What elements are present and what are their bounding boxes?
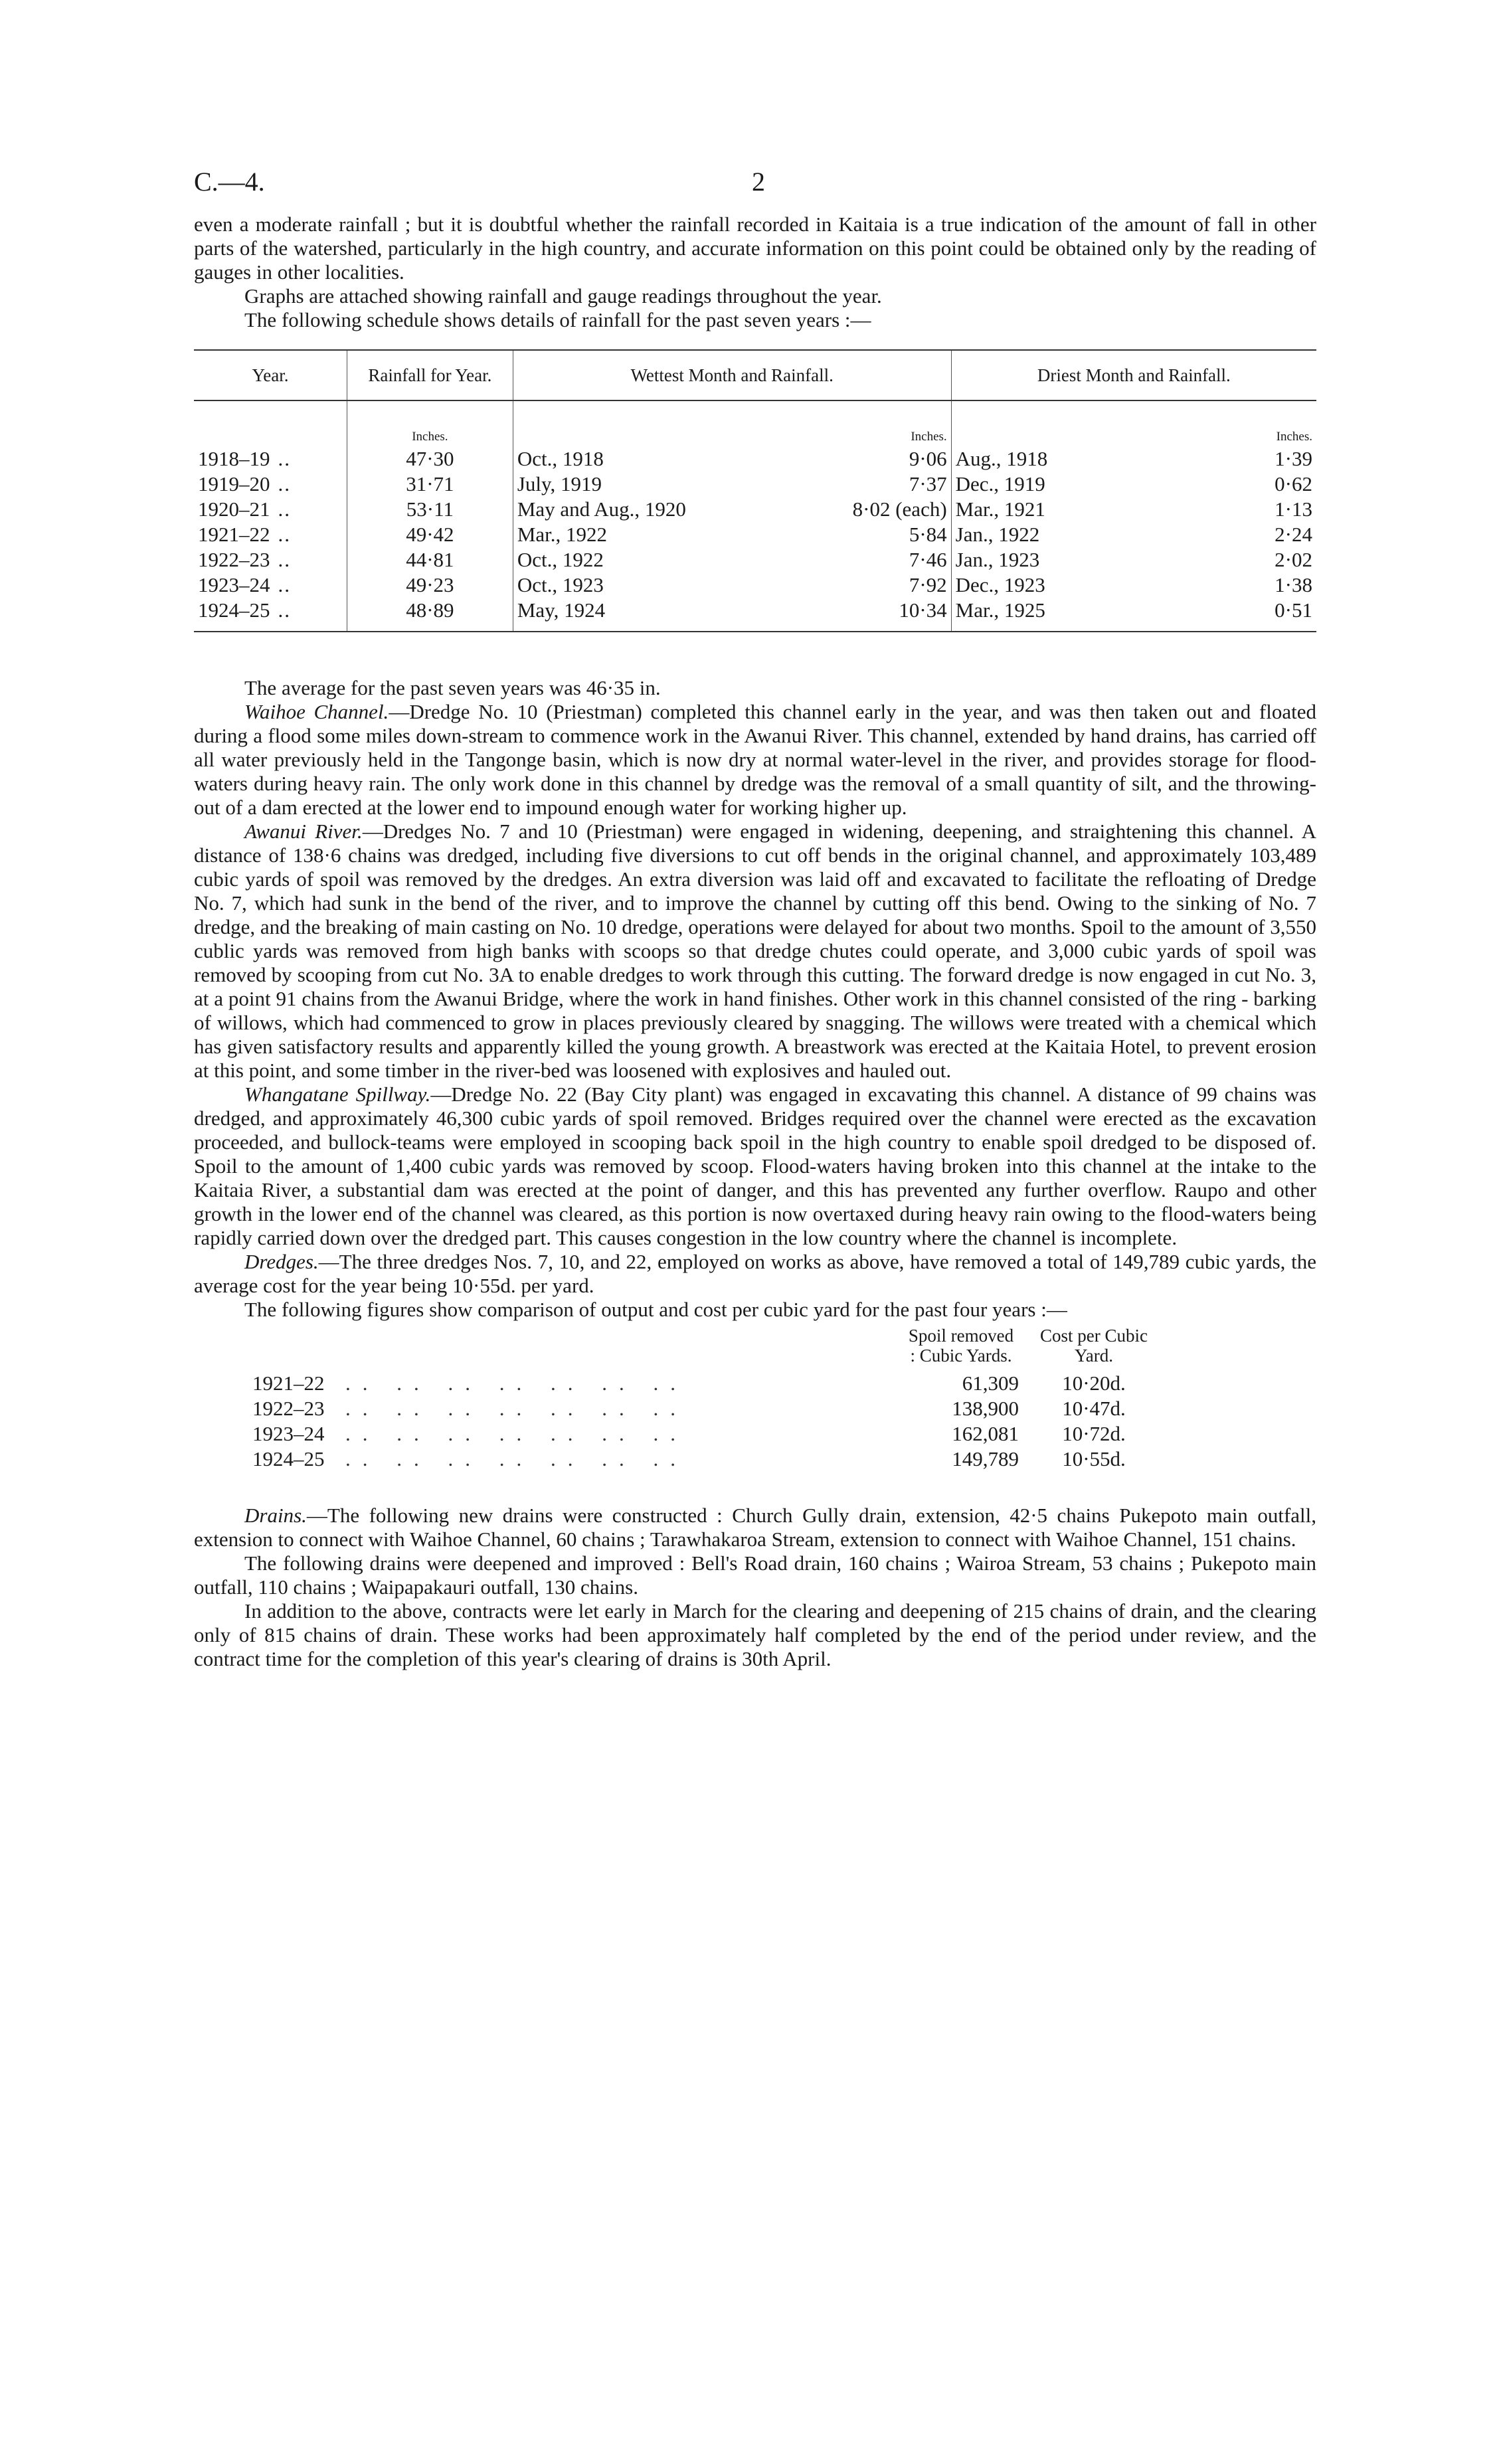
awanui-text: —Dredges No. 7 and 10 (Priestman) were engaged in widening, deepening, and straightening this channel. A distance of 138·6 chains was dredged, including five diversions to cut off bends in the original channel, and approximately 103,489 cubic yards of spoil was removed by the dredges. An extra diversion was laid off and excavated to facilitate the refloating of Dredge No. 7, which had sunk in the bend of the river, and to improve the channel by cutting off this bend. Owing to the sinking of No. 7 dredge, and the breaking of main casting on No. 10 dredge, operations were delayed for about two months. Spoil to the amount of 3,550 cublic yards was removed from high banks with scoops so that dredge chutes could operate, and 3,000 cubic yards of spoil was removed by scooping from cut No. 3A to enable dredges to work through this cutting. The forward dredge is now engaged in cut No. 3, at a point 91 chains from the Awanui Bridge, where the work in hand finishes. Other work in this channel consisted of the ring - barking of willows, which had commenced to grow in places previously cleared by snagging. The willows were treated with a chemical which has given satisfactory results and apparently killed the young growth. A breastwork was erected at the Kaitaia Hotel, to prevent erosion at this point, and some timber in the river-bed was loosened with explosives and hauled out.	[194, 820, 1316, 1082]
table-row: 1919–20 .. 31·71 July, 1919 7·37 Dec., 1919 0·62	[194, 472, 1316, 497]
rainfall-cell: 44·81	[347, 547, 513, 572]
wet-value-cell: 10·34	[758, 598, 951, 632]
year-cell: 1918–19	[198, 447, 270, 470]
cost-cell: 10·72d.	[1062, 1422, 1126, 1445]
waihoe-heading: Waihoe Channel.	[244, 700, 389, 723]
rainfall-cell: 48·89	[347, 598, 513, 632]
dry-month-cell: Mar., 1921	[951, 497, 1164, 522]
cost-cell: 10·20d.	[1062, 1371, 1126, 1395]
table-row: 1922–23 .. 44·81 Oct., 1922 7·46 Jan., 1923 2·02	[194, 547, 1316, 572]
spoil-cell: 61,309	[962, 1371, 1019, 1395]
col-cost: Cost per Cubic Yard.	[1040, 1326, 1148, 1365]
dredges-text: —The three dredges Nos. 7, 10, and 22, employed on works as above, have removed a total of 149,789 cubic yards, the average cost for the year being 10·55d. per yard.	[194, 1250, 1316, 1297]
table-row: 1920–21 .. 53·11 May and Aug., 1920 8·02 (each) Mar., 1921 1·13	[194, 497, 1316, 522]
graphs-paragraph: Graphs are attached showing rainfall and gauge readings throughout the year.	[244, 284, 882, 308]
col-driest: Driest Month and Rainfall.	[951, 350, 1316, 400]
rainfall-cell: 53·11	[347, 497, 513, 522]
rainfall-cell: 47·30	[347, 446, 513, 472]
table-row: 1923–24 .. .. .. .. .. .. .. 162,081 10·72d.	[247, 1421, 1164, 1447]
cost-cell: 10·55d.	[1062, 1447, 1126, 1470]
rainfall-cell: 31·71	[347, 472, 513, 497]
year-cell: 1922–23	[198, 548, 270, 571]
wet-value-cell: 7·46	[909, 548, 947, 571]
unit-label: Inches.	[347, 400, 513, 446]
whangatane-heading: Whangatane Spillway.	[244, 1083, 431, 1106]
dry-month-cell: Jan., 1923	[951, 547, 1164, 572]
dry-value-cell: 2·02	[1275, 548, 1312, 571]
dredge-table-header	[247, 1326, 1164, 1371]
awanui-heading: Awanui River.	[244, 820, 363, 843]
table-row: 1924–25 .. 48·89 May, 1924 10·34 Mar., 1925 0·51	[194, 598, 1316, 632]
table-row: 1921–22 .. .. .. .. .. .. .. 61,309 10·20d.	[247, 1371, 1164, 1396]
spoil-cell: 138,900	[952, 1397, 1019, 1420]
whangatane-text: —Dredge No. 22 (Bay City plant) was engaged in excavating this channel. A distance of 99 chains was dredged, and approximately 46,300 cubic yards of spoil removed. Bridges required over the channel were erected as the excavation proceeded, and bullock-teams were employed in scooping back spoil in the high country to enable spoil dredged to be disposed of. Spoil to the amount of 1,400 cubic yards was removed by scoop. Flood-waters having broken into this channel at the intake to the Kaitaia River, a substantial dam was erected at the point of danger, and this has prevented any further overflow. Raupo and other growth in the lower end of the channel was cleared, as this portion is now overtaxed during heavy rain owing to the flood-waters being rapidly carried down over the dredged part. This causes congestion in the low country where the channel is incomplete.	[194, 1083, 1316, 1249]
rainfall-cell: 49·23	[347, 572, 513, 598]
rainfall-cell: 49·42	[347, 522, 513, 547]
drains-text: —The following new drains were constructed : Church Gully drain, extension, 42·5 chains Pukepoto main outfall, extension to connect with Waihoe Channel, 60 chains ; Tarawhakaroa Stream, extension to connect with Waihoe Channel, 151 chains.	[194, 1504, 1316, 1551]
page-header	[194, 166, 1316, 213]
wet-month-cell: Oct., 1923	[513, 572, 758, 598]
year-cell: 1923–24	[252, 1422, 325, 1445]
wet-value-cell: 5·84	[909, 523, 947, 546]
dredges-intro: The following figures show comparison of output and cost per cubic yard for the past four years :—	[244, 1298, 1067, 1321]
unit-label: Inches.	[911, 430, 947, 444]
page-number: 2	[752, 167, 765, 197]
year-cell: 1924–25	[252, 1447, 325, 1470]
drains-deepened-paragraph: The following drains were deepened and improved : Bell's Road drain, 160 chains ; Wairoa Stream, 53 chains ; Pukepoto main outfall, 110 chains ; Waipapakauri outfall, 130 chains.	[194, 1551, 1316, 1599]
drains-heading: Drains.	[244, 1504, 307, 1527]
year-cell: 1921–22	[252, 1371, 325, 1395]
wet-month-cell: July, 1919	[513, 472, 758, 497]
dry-month-cell: Aug., 1918	[951, 446, 1164, 472]
dry-month-cell: Dec., 1923	[951, 572, 1164, 598]
wet-month-cell: May, 1924	[513, 598, 758, 632]
dredges-heading: Dredges.	[244, 1250, 319, 1273]
table-row: 1921–22 .. 49·42 Mar., 1922 5·84 Jan., 1922 2·24	[194, 522, 1316, 547]
dry-value-cell: 2·24	[1275, 523, 1312, 546]
whangatane-paragraph	[194, 1083, 1316, 1250]
waihoe-paragraph	[194, 700, 1316, 820]
rainfall-table-header	[194, 350, 1316, 400]
table-row: 1923–24 .. 49·23 Oct., 1923 7·92 Dec., 1923 1·38	[194, 572, 1316, 598]
wet-month-cell: Oct., 1922	[513, 547, 758, 572]
dredges-paragraph	[194, 1250, 1316, 1298]
dry-value-cell: 1·13	[1275, 497, 1312, 521]
year-cell: 1921–22	[198, 523, 270, 546]
cost-cell: 10·47d.	[1062, 1397, 1126, 1420]
document-page	[194, 166, 1316, 1671]
col-rainfall: Rainfall for Year.	[347, 350, 513, 400]
wet-month-cell: Oct., 1918	[513, 446, 758, 472]
year-cell: 1920–21	[198, 497, 270, 521]
dry-value-cell: 0·51	[1164, 598, 1316, 632]
rainfall-table	[194, 349, 1316, 632]
table-row: 1922–23 .. .. .. .. .. .. .. 138,900 10·47d.	[247, 1396, 1164, 1421]
unit-label: Inches.	[1276, 430, 1312, 444]
wet-month-cell: Mar., 1922	[513, 522, 758, 547]
units-row	[194, 400, 1316, 446]
col-wettest: Wettest Month and Rainfall.	[513, 350, 951, 400]
year-cell: 1923–24	[198, 573, 270, 596]
drains-paragraph	[194, 1504, 1316, 1551]
table-row: 1918–19 .. 47·30 Oct., 1918 9·06 Aug., 1918 1·39	[194, 446, 1316, 472]
col-year: Year.	[194, 350, 347, 400]
year-cell: 1919–20	[198, 472, 270, 495]
dry-month-cell: Dec., 1919	[951, 472, 1164, 497]
spoil-cell: 162,081	[952, 1422, 1019, 1445]
average-paragraph: The average for the past seven years was 46·35 in.	[244, 676, 661, 699]
waihoe-text: —Dredge No. 10 (Priestman) completed this channel early in the year, and was then taken out and floated during a flood some miles down-stream to commence work in the Awanui River. This channel, extended by hand drains, has carried off all water previously held in the Tangonge basin, which is now dry at normal water-level in the river, and provides storage for flood-waters during heavy rain. The only work done in this channel by dredge was the removal of a small quantity of silt, and the throwing-out of a dam erected at the lower end to impound enough water for working higher up.	[194, 700, 1316, 819]
wet-value-cell: 9·06	[909, 447, 947, 470]
drains-contracts-paragraph: In addition to the above, contracts were let early in March for the clearing and deepening of 215 chains of drain, and the clearing only of 815 chains of drain. These works had been approximately half completed by the end of the period under review, and the contract time for the completion of this year's clearing of drains is 30th April.	[194, 1599, 1316, 1670]
spoil-cell: 149,789	[952, 1447, 1019, 1470]
schedule-intro: The following schedule shows details of rainfall for the past seven years :—	[244, 308, 871, 331]
table-row: 1924–25 .. .. .. .. .. .. .. 149,789 10·55d.	[247, 1447, 1164, 1472]
dry-value-cell: 1·38	[1275, 573, 1312, 596]
dry-month-cell: Mar., 1925	[951, 598, 1164, 632]
dry-value-cell: 0·62	[1275, 472, 1312, 495]
dredge-output-table	[247, 1326, 1164, 1472]
document-code: C.—4.	[194, 167, 265, 197]
wet-value-cell: 7·92	[909, 573, 947, 596]
awanui-paragraph	[194, 820, 1316, 1083]
col-spoil: Spoil removed : Cubic Yards.	[908, 1326, 1014, 1365]
wet-value-cell: 7·37	[909, 472, 947, 495]
dry-month-cell: Jan., 1922	[951, 522, 1164, 547]
wet-month-cell: May and Aug., 1920	[513, 497, 758, 522]
intro-paragraph: even a moderate rainfall ; but it is doubtful whether the rainfall recorded in Kaitaia is a true indication of the amount of fall in other parts of the watershed, particularly in the high country, and accurate information on this point could be obtained only by the reading of gauges in other localities.	[194, 213, 1316, 284]
dry-value-cell: 1·39	[1275, 447, 1312, 470]
wet-value-cell: 8·02 (each)	[852, 497, 947, 521]
year-cell: 1924–25	[194, 598, 274, 632]
year-cell: 1922–23	[252, 1397, 325, 1420]
